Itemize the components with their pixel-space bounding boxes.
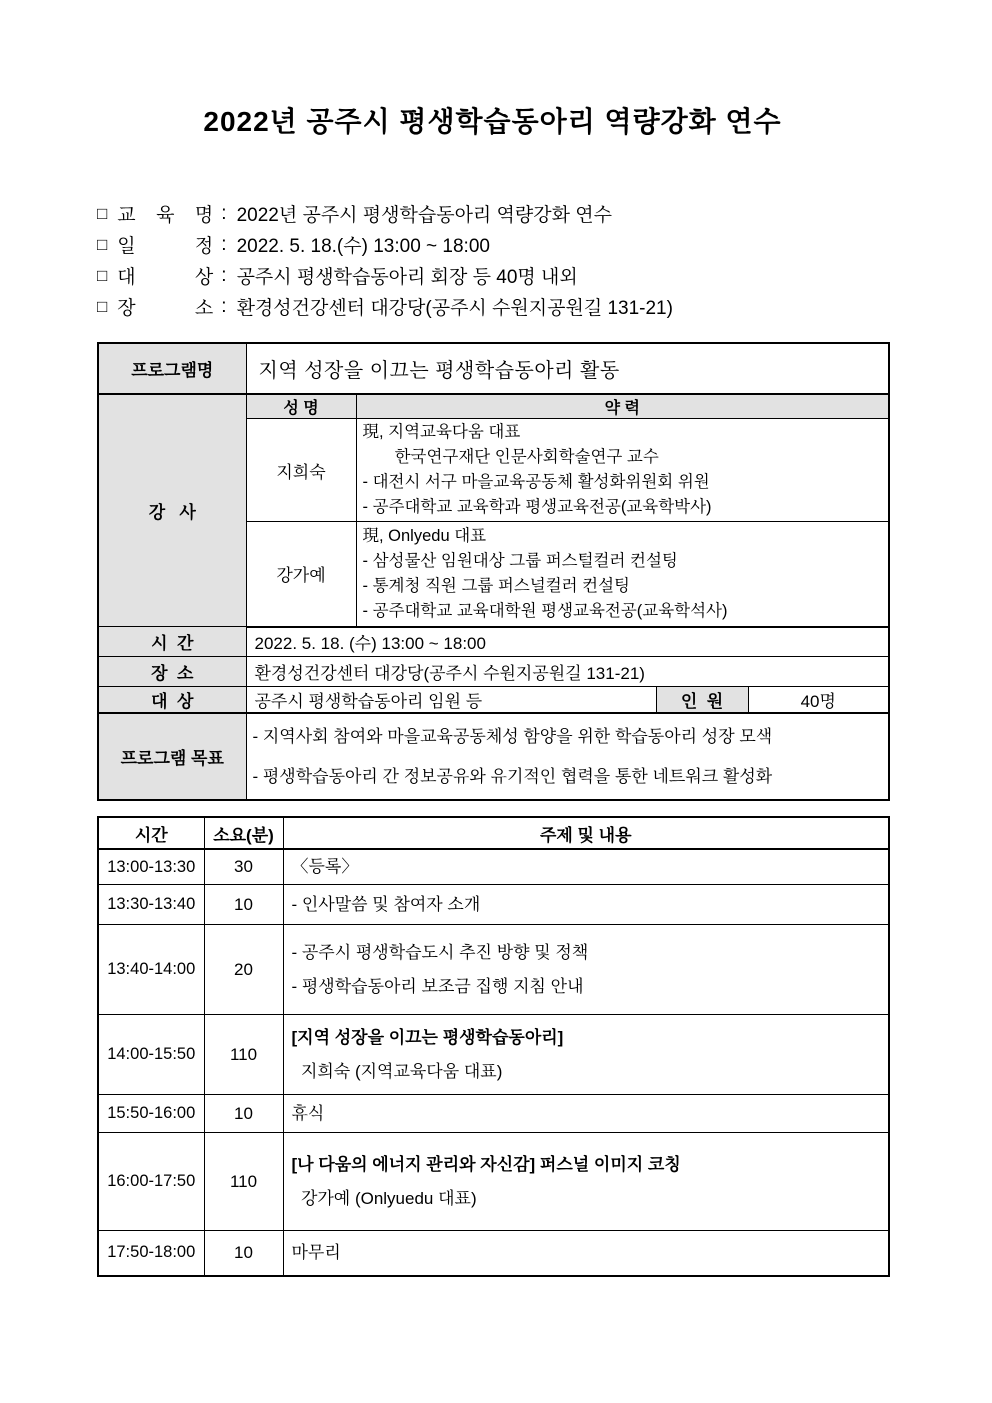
instructor-bio — [356, 419, 889, 522]
schedule-minutes: 110 — [204, 1133, 283, 1231]
overview-value: 공주시 평생학습동아리 회장 등 40명 내외 — [236, 267, 578, 288]
instructor-label: 강 사 — [98, 394, 246, 627]
schedule-row — [98, 885, 889, 925]
target-value: 공주시 평생학습동아리 임원 등 — [246, 687, 656, 714]
instructor-bio — [356, 522, 889, 627]
overview-label: 대 상 — [117, 267, 214, 288]
schedule-row — [98, 1095, 889, 1133]
bio-line: - 통계청 직원 그룹 퍼스널컬러 컨설팅 — [362, 576, 631, 595]
overview-list — [97, 198, 888, 322]
name-column-header: 성 명 — [246, 394, 356, 419]
schedule-topic — [283, 849, 889, 885]
goal-label: 프로그램 목표 — [98, 713, 246, 800]
overview-colon: : — [221, 295, 227, 317]
goal-line: - 평생학습동아리 간 정보공유와 유기적인 협력을 통한 네트워크 활성화 — [252, 766, 773, 786]
topic-line: 강가예 (Onlyuedu 대표) — [291, 1188, 477, 1208]
bio-line: 한국연구재단 인문사회학술연구 교수 — [362, 448, 659, 466]
bio-line: 現, 지역교육다움 대표 — [362, 423, 521, 441]
schedule-minutes: 110 — [204, 1015, 283, 1095]
overview-item-place — [97, 291, 888, 322]
schedule-row — [98, 1231, 889, 1276]
bio-line: - 공주대학교 교육대학원 평생교육전공(교육학석사) — [362, 601, 728, 620]
schedule-topic — [283, 1231, 889, 1276]
schedule-minutes: 10 — [204, 885, 283, 925]
schedule-time: 14:00-15:50 — [98, 1015, 204, 1095]
topic-line: 마무리 — [291, 1242, 341, 1262]
schedule-topic — [283, 1015, 889, 1095]
schedule-row — [98, 849, 889, 885]
topic-line: - 공주시 평생학습도시 추진 방향 및 정책 — [291, 942, 589, 962]
overview-value: 환경성건강센터 대강당(공주시 수원지공원길 131-21) — [236, 298, 673, 319]
schedule-minutes: 20 — [204, 925, 283, 1015]
schedule-row — [98, 1015, 889, 1095]
schedule-row — [98, 925, 889, 1015]
schedule-time: 13:00-13:30 — [98, 849, 204, 885]
schedule-time: 13:40-14:00 — [98, 925, 204, 1015]
schedule-header-topic: 주제 및 내용 — [283, 817, 889, 849]
schedule-time: 16:00-17:50 — [98, 1133, 204, 1231]
square-bullet-icon: □ — [97, 203, 108, 223]
topic-line: 지희숙 (지역교육다움 대표) — [291, 1061, 503, 1081]
square-bullet-icon: □ — [97, 234, 108, 254]
time-label: 시 간 — [98, 627, 246, 657]
overview-colon: : — [221, 202, 227, 224]
time-value: 2022. 5. 18. (수) 13:00 ~ 18:00 — [246, 627, 889, 657]
overview-item-course-name — [97, 198, 888, 229]
schedule-time: 17:50-18:00 — [98, 1231, 204, 1276]
schedule-table — [97, 816, 890, 1277]
instructor-name: 강가예 — [246, 522, 356, 627]
overview-item-date — [97, 229, 888, 260]
capacity-value: 40명 — [748, 687, 889, 714]
overview-value: 2022. 5. 18.(수) 13:00 ~ 18:00 — [236, 236, 490, 257]
place-value: 환경성건강센터 대강당(공주시 수원지공원길 131-21) — [246, 657, 889, 687]
topic-line: - 인사말씀 및 참여자 소개 — [291, 894, 481, 914]
square-bullet-icon: □ — [97, 265, 108, 285]
page-title: 2022년 공주시 평생학습동아리 역량강화 연수 — [203, 106, 782, 137]
schedule-topic — [283, 925, 889, 1015]
bio-line: - 공주대학교 교육학과 평생교육전공(교육학박사) — [362, 498, 712, 516]
program-name-label: 프로그램명 — [98, 343, 246, 394]
bio-line: - 대전시 서구 마을교육공동체 활성화위원회 위원 — [362, 473, 710, 491]
overview-colon: : — [221, 264, 227, 286]
square-bullet-icon: □ — [97, 296, 108, 316]
schedule-header-minutes: 소요(분) — [204, 817, 283, 849]
topic-line: 휴식 — [291, 1103, 325, 1123]
schedule-minutes: 30 — [204, 849, 283, 885]
schedule-topic — [283, 1133, 889, 1231]
program-info-table — [97, 342, 890, 801]
bio-column-header: 약 력 — [356, 394, 889, 419]
overview-colon: : — [221, 233, 227, 255]
schedule-topic — [283, 1095, 889, 1133]
schedule-row — [98, 1133, 889, 1231]
instructor-name: 지희숙 — [246, 419, 356, 522]
schedule-header-time: 시간 — [98, 817, 204, 849]
topic-line: - 평생학습동아리 보조금 집행 지침 안내 — [291, 976, 584, 996]
schedule-topic — [283, 885, 889, 925]
schedule-minutes: 10 — [204, 1095, 283, 1133]
schedule-time: 15:50-16:00 — [98, 1095, 204, 1133]
overview-value: 2022년 공주시 평생학습동아리 역량강화 연수 — [236, 205, 612, 226]
overview-label: 교 육 명 — [117, 205, 214, 226]
schedule-time: 13:30-13:40 — [98, 885, 204, 925]
goal-value — [246, 713, 889, 800]
place-label: 장 소 — [98, 657, 246, 687]
target-label: 대 상 — [98, 687, 246, 714]
schedule-minutes: 10 — [204, 1231, 283, 1276]
topic-line: [나 다움의 에너지 관리와 자신감] 퍼스널 이미지 코칭 — [291, 1154, 681, 1174]
topic-line: [지역 성장을 이끄는 평생학습동아리] — [291, 1027, 564, 1047]
program-name-value: 지역 성장을 이끄는 평생학습동아리 활동 — [246, 343, 889, 394]
goal-line: - 지역사회 참여와 마을교육공동체성 함양을 위한 학습동아리 성장 모색 — [252, 726, 773, 746]
topic-line: 〈등록〉 — [291, 857, 359, 876]
overview-item-target — [97, 260, 888, 291]
bio-line: 現, Onlyedu 대표 — [362, 526, 487, 545]
bio-line: - 삼성물산 임원대상 그룹 퍼스털컬러 컨설팅 — [362, 551, 678, 570]
overview-label: 일 정 — [117, 236, 214, 257]
overview-label: 장 소 — [117, 298, 214, 319]
capacity-label: 인 원 — [656, 687, 748, 714]
